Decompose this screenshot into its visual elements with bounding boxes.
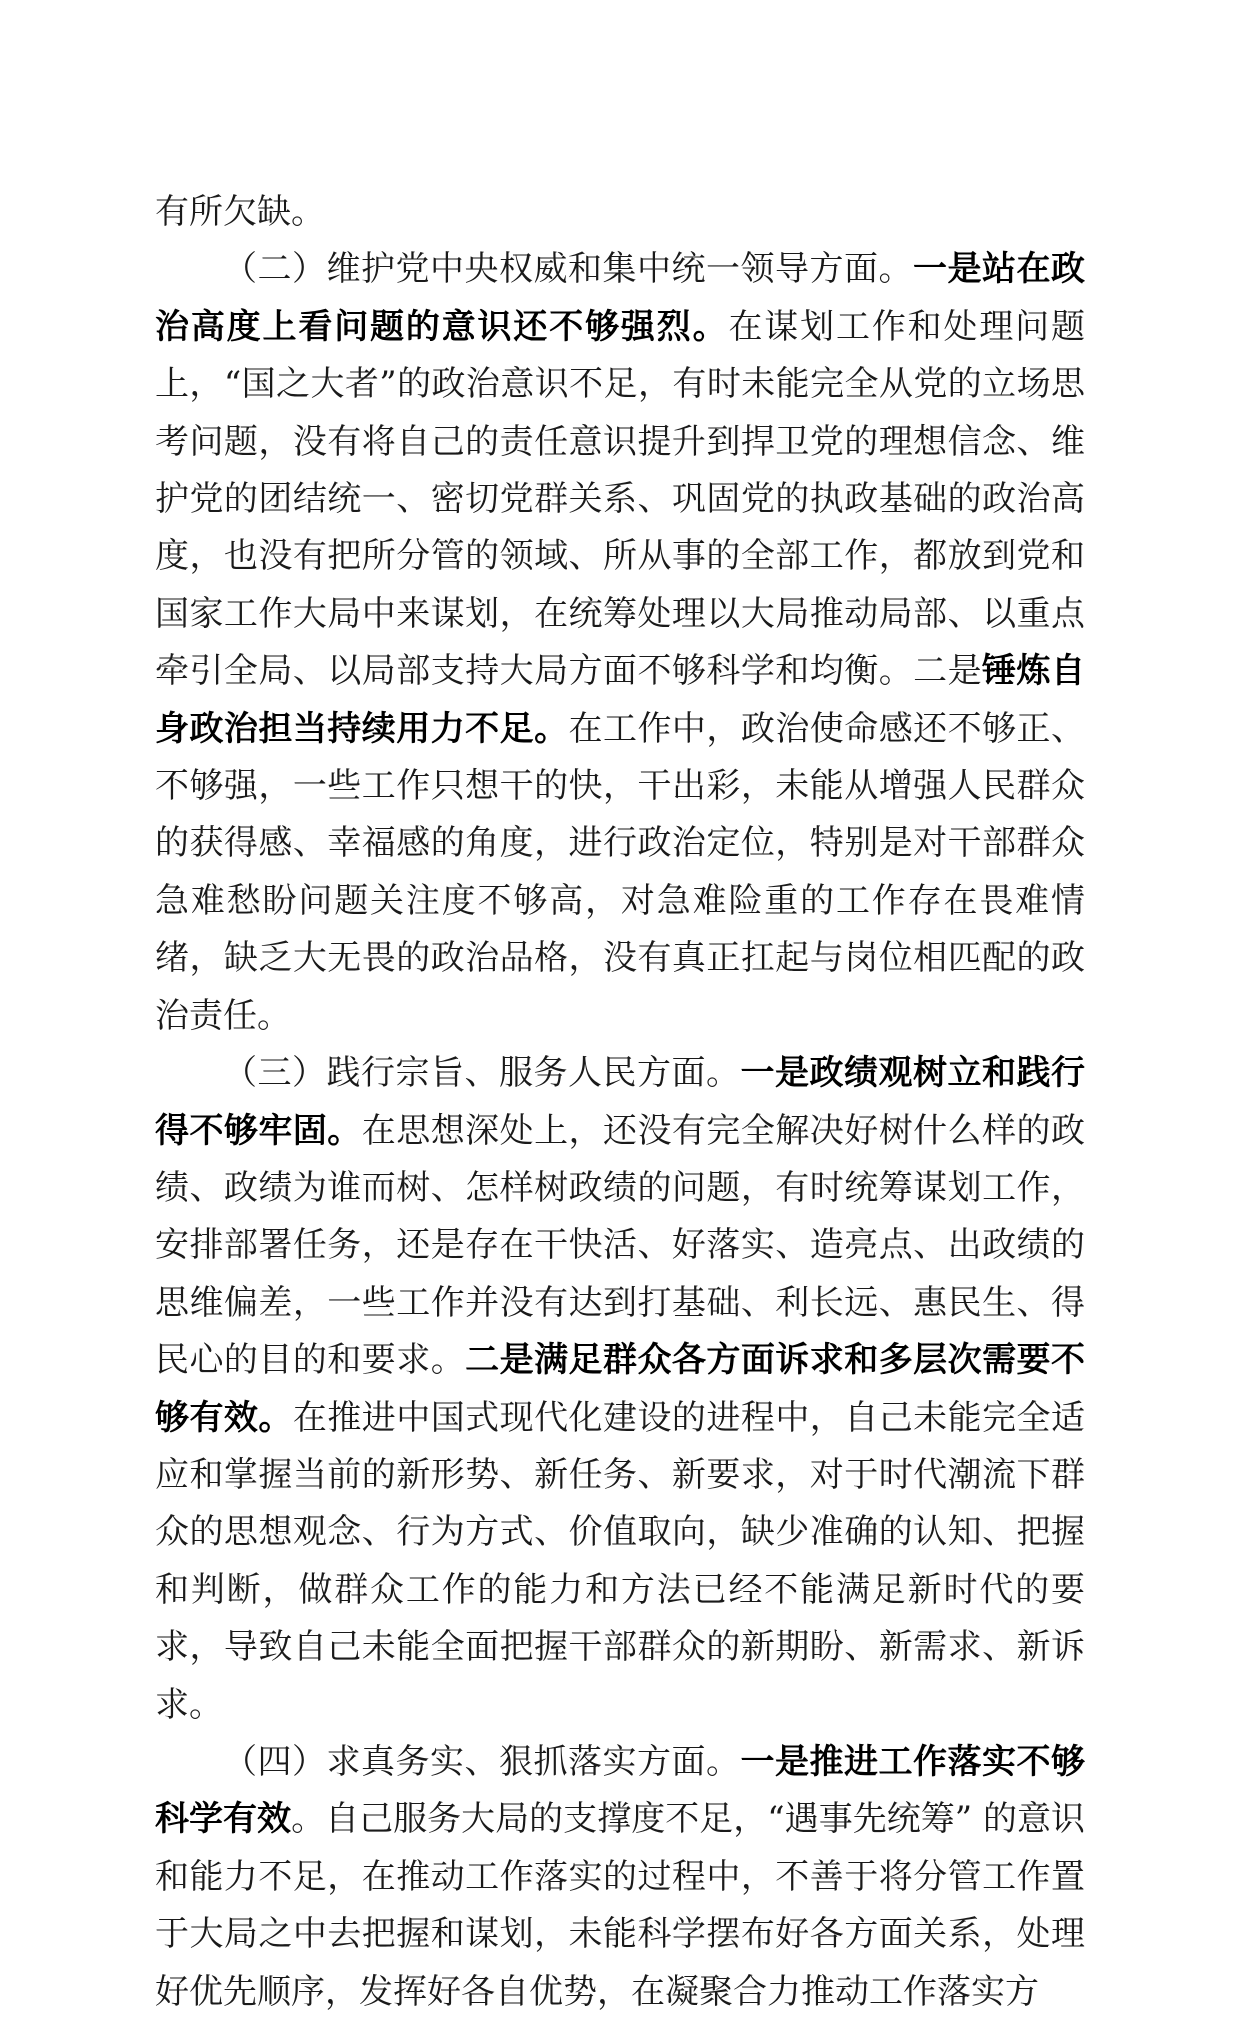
bold-point: 一是推进工作落实不够科学有效: [155, 1741, 1085, 1840]
bold-point: 一是站在政治高度上看问题的意识还不够强烈。: [155, 249, 1085, 347]
section-heading: （二）维护党中央权威和集中统一领导方面。: [223, 249, 913, 290]
text-segment: 在工作中，政治使命感还不够正、不够强，一些工作只想干的快，干出彩，未能从增强人民群众的获得感、幸福感的角度，进行政治定位，特别是对干部群众急难愁盼问题关注度不够高，对急难险重的工作存在畏难情绪，缺乏大无畏的政治品格，没有真正扛起与岗位相匹配的政治责任。: [155, 708, 1086, 1036]
bold-point: 一是政绩观树立和践行得不够牢固。: [155, 1053, 1085, 1151]
text-segment: 。自己服务大局的支撑度不足，“遇事先统筹” 的意识和能力不足，在推动工作落实的过程中，不善于将分管工作置于大局之中去把握和谋划，未能科学摆布好各方面关系，处理好优先顺序，发挥好各自优势，在凝聚合力推动工作落实方: [155, 1799, 1085, 2012]
bold-point: 二是满足群众各方面诉求和多层次需要不够有效。: [155, 1340, 1086, 1438]
paragraph-section-4: [155, 1734, 1085, 2021]
text-segment: 有所欠缺。: [155, 192, 325, 232]
bold-point: 锤炼自身政治担当持续用力不足。: [155, 651, 1086, 749]
body-text: [155, 184, 1085, 2021]
text-segment: 在推进中国式现代化建设的进程中，自己未能完全适应和掌握当前的新形势、新任务、新要求，对于时代潮流下群众的思想观念、行为方式、价值取向，缺少准确的认知、把握和判断，做群众工作的能力和方法已经不能满足新时代的要求，导致自己未能全面把握干部群众的新期盼、新需求、新诉求。: [155, 1397, 1086, 1725]
paragraph-section-3: [155, 1045, 1085, 1734]
paragraph-section-2: [155, 241, 1085, 1045]
section-heading: （三）践行宗旨、服务人民方面。: [223, 1053, 741, 1094]
paragraph-continuation: [155, 184, 1085, 241]
text-segment: 在谋划工作和处理问题上，“国之大者”的政治意识不足，有时未能完全从党的立场思考问题，没有将自己的责任意识提升到捍卫党的理想信念、维护党的团结统一、密切党群关系、巩固党的执政基础的政治高度，也没有把所分管的领域、所从事的全部工作，都放到党和国家工作大局中来谋划，在统筹处理以大局推动局部、以重点牵引全局、以局部支持大局方面不够科学和均衡。二是: [155, 306, 1086, 692]
section-heading: （四）求真务实、狠抓落实方面。: [223, 1741, 741, 1782]
text-segment: 在思想深处上，还没有完全解决好树什么样的政绩、政绩为谁而树、怎样树政绩的问题，有时统筹谋划工作，安排部署任务，还是存在干快活、好落实、造亮点、出政绩的思维偏差，一些工作并没有达到打基础、利长远、惠民生、得民心的目的和要求。: [155, 1110, 1086, 1381]
